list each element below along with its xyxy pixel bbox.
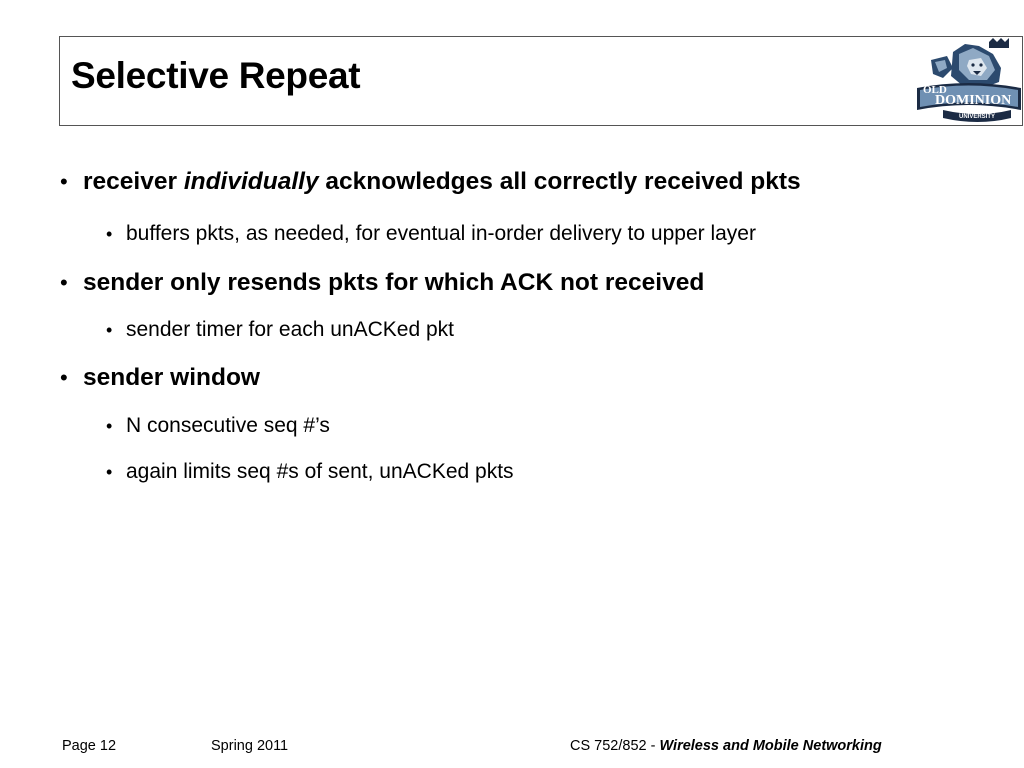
- subbullet-again-limits: [60, 458, 960, 486]
- footer-course-prefix: CS 752/852 -: [570, 738, 660, 754]
- footer-course-name: Wireless and Mobile Networking: [659, 738, 882, 754]
- slide-content: [60, 166, 960, 486]
- bullet-dot: •: [60, 365, 68, 390]
- bullet-dot: •: [60, 270, 68, 295]
- bullet-dot: •: [106, 416, 113, 436]
- bullet-text: again limits seq #s of sent, unACKed pkts: [126, 460, 514, 483]
- subbullet-n-consecutive: [60, 412, 960, 440]
- bullet-dot: •: [60, 169, 68, 194]
- bullet-emphasis: individually: [183, 168, 319, 195]
- bullet-dot: •: [106, 462, 113, 482]
- bullet-sender-resends: [60, 267, 883, 299]
- bullet-text: sender window: [83, 364, 260, 391]
- bullet-text: receiver: [83, 168, 184, 195]
- footer-course: [570, 738, 882, 754]
- title-box: [59, 36, 1023, 126]
- bullet-text: N consecutive seq #’s: [126, 414, 330, 437]
- monarch-lion-logo-icon: [913, 38, 1023, 126]
- bullet-text: buffers pkts, as needed, for eventual in-order delivery to upper layer: [126, 222, 756, 245]
- subbullet-buffers: [60, 220, 960, 248]
- bullet-dot: •: [106, 320, 113, 340]
- university-logo: [913, 38, 1023, 126]
- bullet-text: acknowledges all correctly received pkts: [318, 168, 801, 195]
- bullet-text: sender timer for each unACKed pkt: [126, 318, 455, 341]
- bullet-dot: •: [106, 224, 113, 244]
- footer-page-number: Page 12: [62, 738, 117, 754]
- subbullet-sender-timer: [60, 316, 960, 344]
- footer-term: Spring 2011: [211, 738, 289, 754]
- slide-title: Selective Repeat: [71, 55, 361, 96]
- logo-text-university: UNIVERSITY: [959, 114, 996, 120]
- logo-text-dominion: DOMINION: [935, 93, 1012, 108]
- bullet-receiver-acks: [60, 166, 883, 198]
- bullet-sender-window: [60, 362, 883, 394]
- bullet-text: sender only resends pkts for which ACK not received: [83, 269, 705, 296]
- logo-text-old: OLD: [923, 84, 947, 96]
